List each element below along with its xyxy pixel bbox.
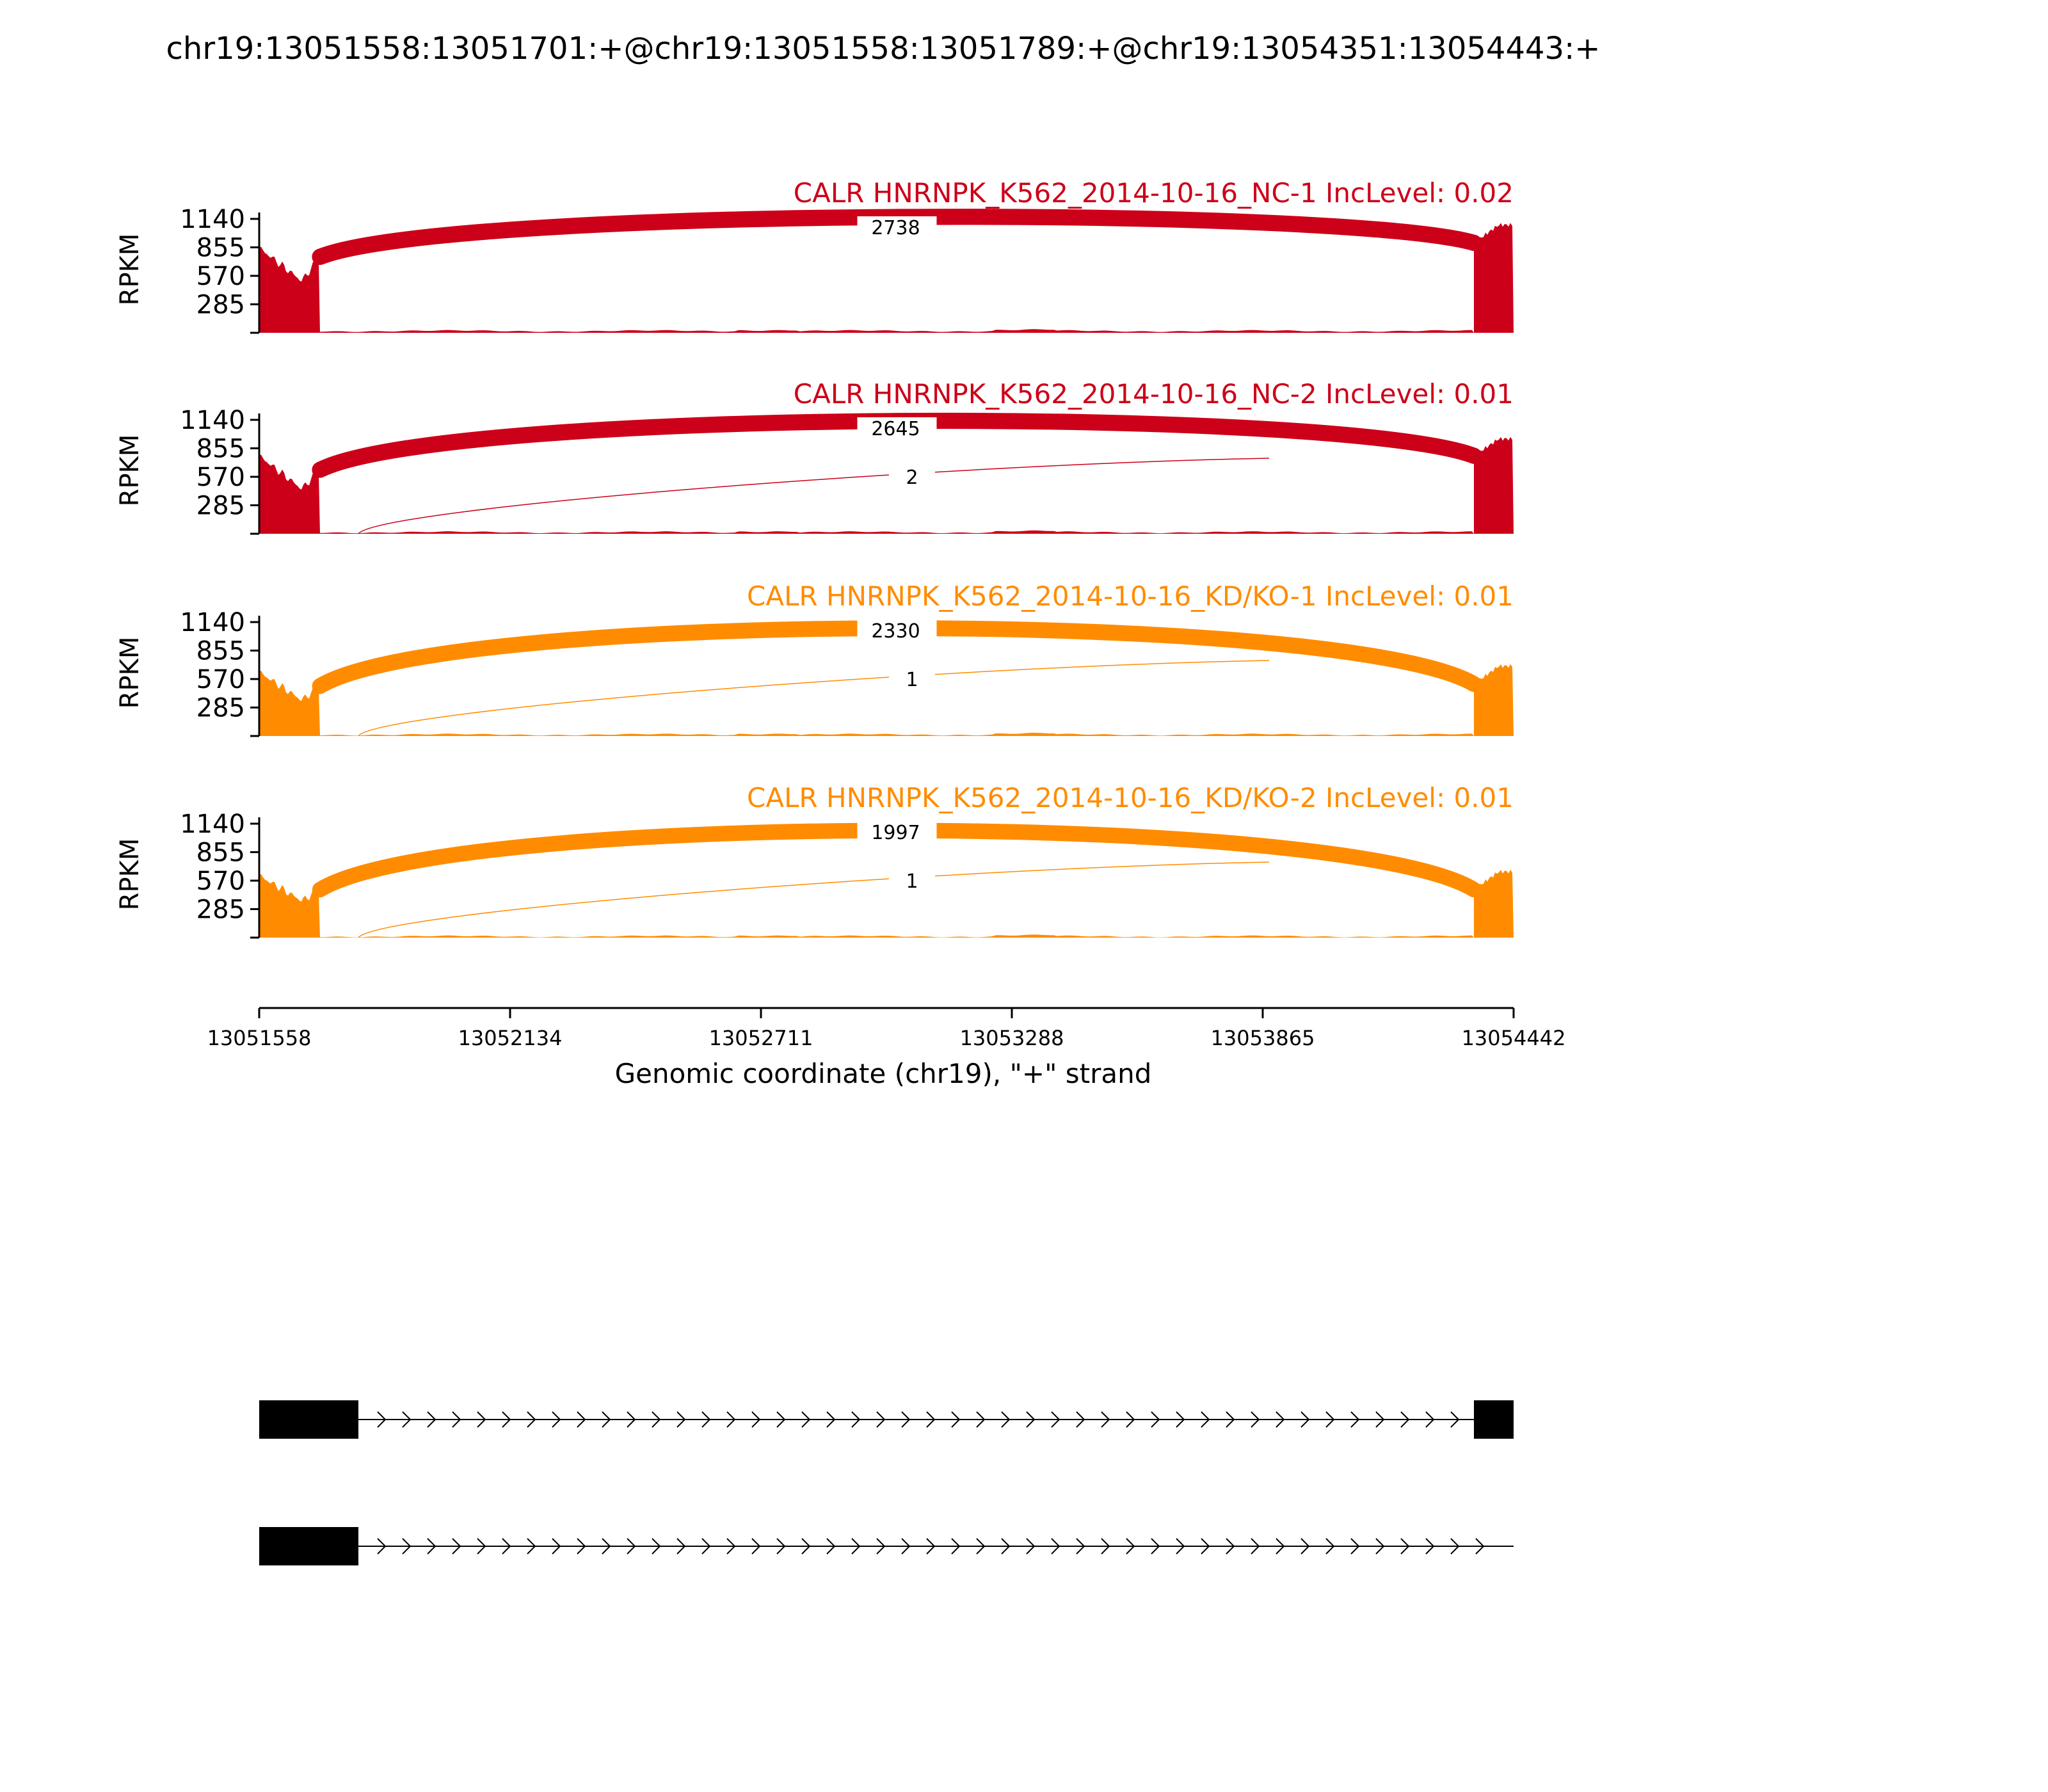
isoform-1 [259, 1400, 1514, 1439]
coverage-exon1 [259, 454, 320, 534]
y-tick-label: 570 [196, 262, 245, 291]
y-axis-label: RPKM [115, 636, 145, 709]
panel-title: CALR HNRNPK_K562_2014-10-16_NC-1 IncLevel: 0.02 [793, 177, 1514, 209]
junction-label: 2 [906, 467, 918, 489]
coverage-exon3 [1474, 664, 1514, 736]
y-tick-label: 570 [196, 463, 245, 492]
junction-label: 2330 [871, 620, 920, 643]
coverage-exon1 [259, 247, 320, 333]
coverage-exon1 [259, 874, 320, 938]
junction-label: 1997 [871, 822, 920, 844]
panel-title: CALR HNRNPK_K562_2014-10-16_KD/KO-1 IncLevel: 0.01 [747, 580, 1514, 612]
x-tick-label: 13052711 [708, 1026, 813, 1050]
x-axis-label: Genomic coordinate (chr19), "+" strand [614, 1058, 1152, 1089]
panel-title: CALR HNRNPK_K562_2014-10-16_NC-2 IncLevel: 0.01 [793, 378, 1514, 410]
coverage-intron [320, 733, 1474, 736]
figure-title: chr19:13051558:13051701:+@chr19:13051558:13051789:+@chr19:13054351:13054443:+ [166, 31, 1601, 67]
coverage-exon1 [259, 671, 320, 736]
panel-3 [115, 580, 1514, 736]
x-axis [207, 1008, 1566, 1050]
junction-label: 2738 [871, 217, 920, 239]
y-axis-label: RPKM [115, 233, 145, 306]
y-axis-label: RPKM [115, 434, 145, 507]
exon-block [259, 1527, 358, 1565]
exon-block [1474, 1400, 1514, 1439]
y-tick-label: 285 [196, 693, 245, 723]
y-tick-label: 855 [196, 434, 245, 464]
junction-label: 1 [906, 870, 918, 893]
x-tick-label: 13052134 [458, 1026, 563, 1050]
x-tick-label: 13051558 [207, 1026, 312, 1050]
exon-block [259, 1400, 358, 1439]
y-tick-label: 1140 [180, 810, 245, 839]
junction-arc-minor [358, 458, 1269, 534]
y-tick-label: 855 [196, 636, 245, 666]
y-tick-label: 855 [196, 233, 245, 263]
y-tick-label: 570 [196, 867, 245, 896]
y-axis-label: RPKM [115, 838, 145, 911]
y-tick-label: 285 [196, 895, 245, 925]
x-tick-label: 13053288 [959, 1026, 1064, 1050]
isoform-track [259, 1400, 1514, 1565]
junction-label: 2645 [871, 418, 920, 440]
sashimi-panels [115, 177, 1514, 938]
junction-arc-minor [358, 660, 1269, 736]
isoform-2 [259, 1527, 1514, 1565]
x-tick-label: 13053865 [1210, 1026, 1315, 1050]
y-tick-label: 570 [196, 665, 245, 694]
junction-label: 1 [906, 669, 918, 691]
y-tick-label: 1140 [180, 406, 245, 435]
x-tick-label: 13054442 [1461, 1026, 1566, 1050]
coverage-intron [320, 934, 1474, 938]
coverage-intron [320, 531, 1474, 534]
panel-title: CALR HNRNPK_K562_2014-10-16_KD/KO-2 IncLevel: 0.01 [747, 782, 1514, 813]
coverage-exon3 [1474, 870, 1514, 938]
panel-1 [115, 177, 1514, 333]
y-tick-label: 855 [196, 838, 245, 868]
panel-2 [115, 378, 1514, 534]
coverage-intron [320, 329, 1474, 333]
panel-4 [115, 782, 1514, 938]
y-tick-label: 285 [196, 491, 245, 521]
junction-arc-minor [358, 862, 1269, 938]
y-tick-label: 1140 [180, 608, 245, 637]
y-tick-label: 285 [196, 290, 245, 320]
y-tick-label: 1140 [180, 205, 245, 234]
